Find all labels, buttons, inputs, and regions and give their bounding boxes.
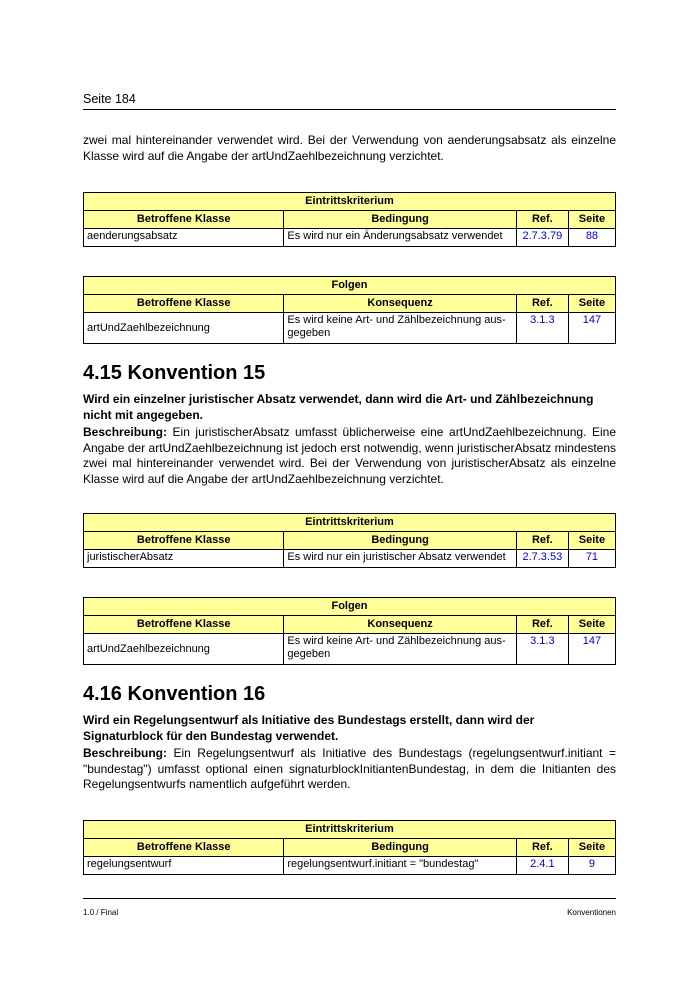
footer-version: 1.0 / Final	[83, 908, 119, 917]
table-row	[84, 857, 616, 875]
page-link[interactable]: 147	[568, 313, 615, 344]
page-header	[83, 91, 616, 110]
page-footer	[83, 898, 616, 917]
description-text: Ein juristischerAbsatz umfasst üblicherweise eine artUndZaehlbezeichnung. Eine Angabe der artUndZaehlbezeichnung ist jedoch erst notwendig, wenn juristischerAbsatz mindestens zwei mal hintereinander verwendet wird. Bei der Verwendung von juristischerAbsatz als einzelne Klasse wird auf die Angabe der artUndZaehlbezeichnung verzichtet.	[83, 425, 616, 486]
cell-consequence: Es wird keine Art- und Zählbezeichnung aus-gegeben	[284, 634, 516, 665]
cell-consequence: Es wird keine Art- und Zählbezeichnung aus-gegeben	[284, 313, 516, 344]
section-heading-16: 4.16 Konvention 16	[83, 683, 266, 705]
footer-chapter: Konventionen	[567, 908, 616, 917]
cell-class: artUndZaehlbezeichnung	[84, 313, 284, 344]
column-header: Betroffene Klasse	[84, 211, 284, 229]
ref-link[interactable]: 3.1.3	[516, 313, 568, 344]
table-title: Eintrittskriterium	[84, 821, 616, 839]
rule-text-16: Wird ein Regelungsentwurf als Initiative des Bundestags erstellt, dann wird der Signaturblock für den Bundestag verwendet.	[83, 713, 535, 743]
column-header: Konsequenz	[284, 616, 516, 634]
page-number: Seite 184	[83, 92, 136, 106]
column-header: Bedingung	[284, 211, 516, 229]
table-row	[84, 550, 616, 568]
table-title: Eintrittskriterium	[84, 193, 616, 211]
table-title: Folgen	[84, 277, 616, 295]
ref-link[interactable]: 3.1.3	[516, 634, 568, 665]
ref-link[interactable]: 2.7.3.53	[516, 550, 568, 568]
table-eintrittskriterium-aenderungsabsatz	[83, 192, 616, 247]
column-header: Seite	[568, 295, 615, 313]
column-header: Betroffene Klasse	[84, 839, 284, 857]
column-header: Seite	[568, 532, 615, 550]
column-header: Bedingung	[284, 532, 516, 550]
description-16	[83, 746, 616, 793]
table-eintrittskriterium-regelungsentwurf	[83, 820, 616, 875]
page-link[interactable]: 71	[568, 550, 615, 568]
table-title: Folgen	[84, 598, 616, 616]
column-header: Betroffene Klasse	[84, 532, 284, 550]
cell-condition: Es wird nur ein juristischer Absatz verwendet	[284, 550, 516, 568]
column-header: Seite	[568, 211, 615, 229]
column-header: Ref.	[516, 295, 568, 313]
table-title: Eintrittskriterium	[84, 514, 616, 532]
intro-paragraph: zwei mal hintereinander verwendet wird. Bei der Verwendung von aenderungsabsatz als einzelne Klasse wird auf die Angabe der artUndZaehlbezeichnung verzichtet.	[83, 133, 616, 163]
cell-class: juristischerAbsatz	[84, 550, 284, 568]
section-heading-15: 4.15 Konvention 15	[83, 362, 266, 384]
table-folgen-1	[83, 276, 616, 344]
table-row	[84, 229, 616, 247]
page-link[interactable]: 9	[568, 857, 615, 875]
column-header: Betroffene Klasse	[84, 295, 284, 313]
page-link[interactable]: 88	[568, 229, 615, 247]
column-header: Ref.	[516, 532, 568, 550]
column-header: Konsequenz	[284, 295, 516, 313]
column-header: Ref.	[516, 839, 568, 857]
cell-class: aenderungsabsatz	[84, 229, 284, 247]
column-header: Betroffene Klasse	[84, 616, 284, 634]
column-header: Ref.	[516, 211, 568, 229]
cell-condition: regelungsentwurf.initiant = "bundestag"	[284, 857, 516, 875]
column-header: Bedingung	[284, 839, 516, 857]
table-row	[84, 634, 616, 665]
cell-class: regelungsentwurf	[84, 857, 284, 875]
column-header: Ref.	[516, 616, 568, 634]
cell-condition: Es wird nur ein Änderungsabsatz verwendet	[284, 229, 516, 247]
table-row	[84, 313, 616, 344]
description-label: Beschreibung:	[83, 746, 168, 760]
description-text: Ein Regelungsentwurf als Initiative des Bundestags (regelungsentwurf.initiant = "bundestag") umfasst optional einen signaturblockInitiantenBundestag, in dem die Initianten des Regelungsentwurfs namentlich aufgeführt werden.	[83, 746, 616, 791]
description-15	[83, 425, 616, 487]
cell-class: artUndZaehlbezeichnung	[84, 634, 284, 665]
table-folgen-2	[83, 597, 616, 665]
ref-link[interactable]: 2.7.3.79	[516, 229, 568, 247]
description-label: Beschreibung:	[83, 425, 168, 439]
ref-link[interactable]: 2.4.1	[516, 857, 568, 875]
column-header: Seite	[568, 616, 615, 634]
rule-text-15: Wird ein einzelner juristischer Absatz verwendet, dann wird die Art- und Zählbezeichnung nicht mit angegeben.	[83, 392, 594, 422]
page-link[interactable]: 147	[568, 634, 615, 665]
table-eintrittskriterium-juristischer-absatz	[83, 513, 616, 568]
column-header: Seite	[568, 839, 615, 857]
